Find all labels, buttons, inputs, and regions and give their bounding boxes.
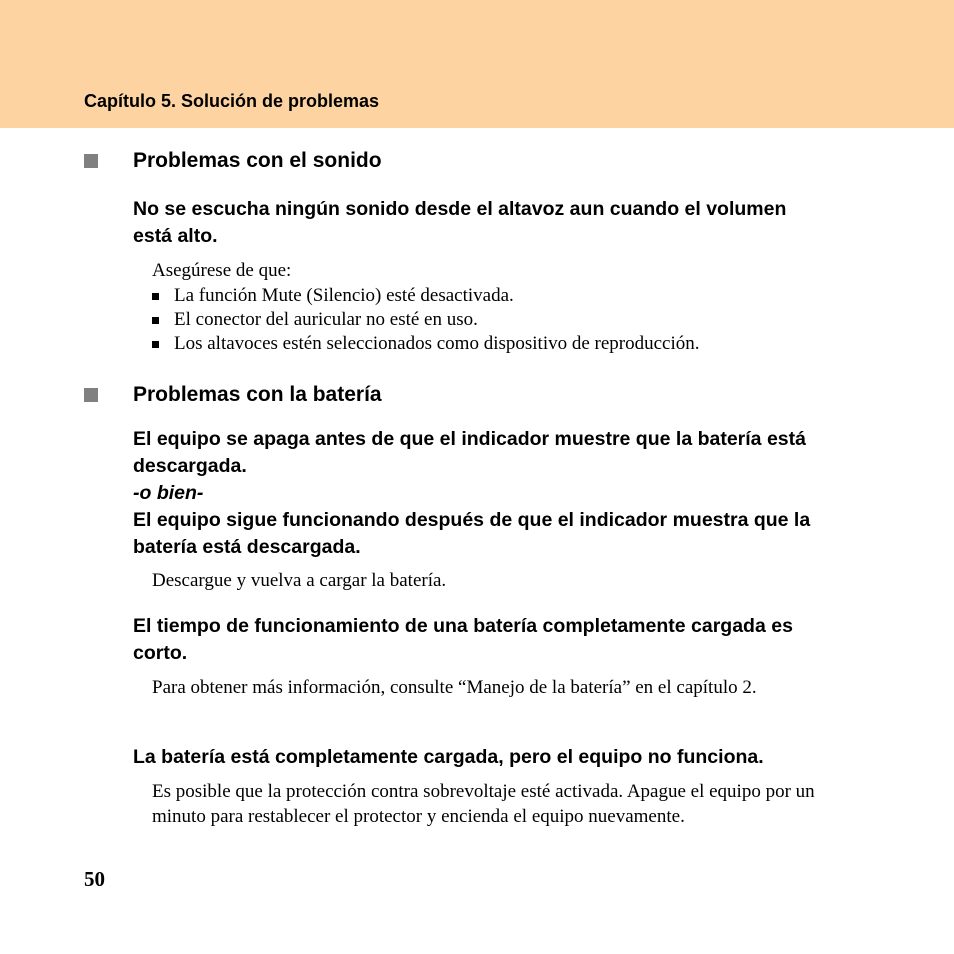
list-item bbox=[152, 308, 700, 332]
list-item bbox=[152, 332, 700, 356]
page-number: 50 bbox=[84, 867, 105, 891]
section-heading-battery bbox=[84, 382, 382, 408]
problem-answer: Descargue y vuelva a cargar la batería. bbox=[152, 570, 447, 591]
problem-answer: Para obtener más información, consulte “Manejo de la batería” en el capítulo 2. bbox=[152, 677, 757, 698]
square-bullet-icon bbox=[84, 154, 98, 168]
section-heading-label: Problemas con el sonido bbox=[133, 149, 382, 172]
problem-question: No se escucha ningún sonido desde el altavoz aun cuando el volumen está alto. bbox=[133, 198, 787, 247]
problem-question: La batería está completamente cargada, pero el equipo no funciona. bbox=[133, 746, 764, 768]
answer-intro: Asegúrese de que: bbox=[152, 260, 292, 281]
list-item bbox=[152, 284, 700, 308]
bullet-icon bbox=[152, 317, 159, 324]
list-item-text: La función Mute (Silencio) esté desactivada. bbox=[174, 285, 514, 306]
section-heading-sound bbox=[84, 148, 382, 174]
square-bullet-icon bbox=[84, 388, 98, 402]
list-item-text: Los altavoces estén seleccionados como dispositivo de reproducción. bbox=[174, 333, 700, 354]
chapter-title: Capítulo 5. Solución de problemas bbox=[84, 91, 380, 111]
bullet-icon bbox=[152, 293, 159, 300]
list-item-text: El conector del auricular no esté en uso. bbox=[174, 309, 478, 330]
problem-question: El equipo se apaga antes de que el indicador muestre que la batería está descargada. bbox=[133, 428, 806, 477]
problem-question: El equipo sigue funcionando después de que el indicador muestra que la batería está descargada. bbox=[133, 509, 811, 558]
or-separator: -o bien- bbox=[133, 482, 204, 504]
problem-question-group bbox=[133, 426, 853, 561]
problem-answer: Es posible que la protección contra sobrevoltaje esté activada. Apague el equipo por un minuto para restablecer el protector y encienda el equipo nuevamente. bbox=[152, 781, 815, 827]
checklist bbox=[152, 284, 700, 356]
bullet-icon bbox=[152, 341, 159, 348]
section-heading-label: Problemas con la batería bbox=[133, 383, 382, 406]
problem-question: El tiempo de funcionamiento de una batería completamente cargada es corto. bbox=[133, 615, 793, 664]
